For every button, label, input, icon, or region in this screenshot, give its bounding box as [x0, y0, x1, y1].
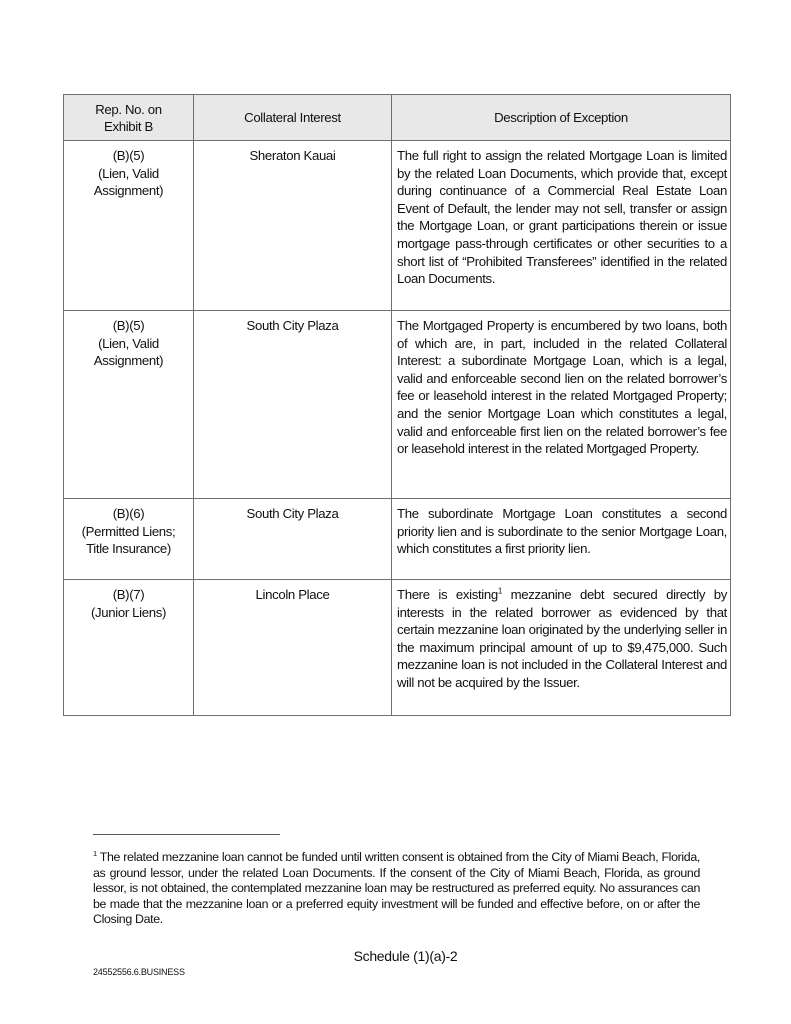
rep-no: (B)(7) — [112, 587, 145, 602]
footnote-separator — [93, 834, 280, 835]
document-id: 24552556.6.BUSINESS — [93, 967, 185, 977]
header-description: Description of Exception — [392, 95, 731, 141]
description-cell: The full right to assign the related Mortgage Loan is limited by the related Loan Documents, which provide that, except during continuance of a Commercial Real Estate Loan Event of Default, the lender may not sell, transfer or assign the Mortgage Loan, or grant participations therein or issue mortgage pass-through certificates or other securities to a short list of “Prohibited Transferees” identified in the related Loan Documents. — [392, 141, 731, 311]
rep-category: Title Insurance) — [86, 541, 171, 557]
collateral-interest-cell: Sheraton Kauai — [194, 141, 392, 311]
rep-no: (B)(6) — [112, 506, 145, 521]
footnote-text: The related mezzanine loan cannot be funded until written consent is obtained from the City of Miami Beach, Florida, as ground lessor, under the related Loan Documents. If the consent of the City of Miami Beach, Florida, as ground lessor, is not obtained, the contemplated mezzanine loan may be restructured as preferred equity. No assurances can be made that the mezzanine loan or a preferred equity investment will be funded and effective before, on or after the Closing Date. — [93, 850, 700, 927]
rep-no: (B)(5) — [112, 148, 145, 163]
description-text: There is existing — [397, 587, 498, 602]
table-row — [64, 499, 731, 580]
description-cell: The Mortgaged Property is encumbered by two loans, both of which are, in part, included in the related Collateral Interest: a subordinate Mortgage Loan, which is a legal, valid and enforceable second lien on the related borrower’s fee or leasehold interest in the related Mortgaged Property; and the senior Mortgage Loan which constitutes a legal, valid and enforceable first lien on the related borrower’s fee or leasehold interest in the related Mortgaged Property. — [392, 311, 731, 499]
header-rep-no-line-1: Rep. No. on — [95, 101, 162, 117]
rep-category: (Permitted Liens; — [81, 523, 176, 539]
description-text: mezzanine debt secured directly by interests in the related borrower as evidenced by that certain mezzanine loan originated by the underlying seller in the maximum principal amount of up to $9,475,000. Such mezzanine loan is not included in the Collateral Interest and will not be acquired by the Issuer. — [397, 587, 727, 690]
header-collateral-interest: Collateral Interest — [194, 95, 392, 141]
table-header-row — [64, 95, 731, 141]
footnote-reference[interactable]: 1 — [497, 586, 502, 596]
header-rep-no — [64, 95, 194, 141]
table-row — [64, 311, 731, 499]
rep-category: (Junior Liens) — [91, 604, 166, 620]
exceptions-table — [63, 94, 731, 716]
footnote-marker: 1 — [93, 848, 97, 858]
description-cell — [392, 580, 731, 716]
rep-category: (Lien, Valid — [98, 335, 159, 351]
rep-no: (B)(5) — [112, 318, 145, 333]
collateral-interest-cell: South City Plaza — [194, 311, 392, 499]
rep-category: Assignment) — [93, 183, 164, 199]
rep-no-cell — [64, 499, 194, 580]
rep-category: (Lien, Valid — [98, 165, 159, 181]
rep-no-cell — [64, 580, 194, 716]
rep-no-cell — [64, 141, 194, 311]
page-label: Schedule (1)(a)-2 — [353, 948, 458, 964]
footnote — [93, 850, 700, 928]
rep-category: Assignment) — [93, 353, 164, 369]
header-rep-no-line-2: Exhibit B — [104, 118, 153, 134]
table-row — [64, 580, 731, 716]
collateral-interest-cell: South City Plaza — [194, 499, 392, 580]
rep-no-cell — [64, 311, 194, 499]
collateral-interest-cell: Lincoln Place — [194, 580, 392, 716]
table-row — [64, 141, 731, 311]
description-cell: The subordinate Mortgage Loan constitutes a second priority lien and is subordinate to the senior Mortgage Loan, which constitutes a first priority lien. — [392, 499, 731, 580]
